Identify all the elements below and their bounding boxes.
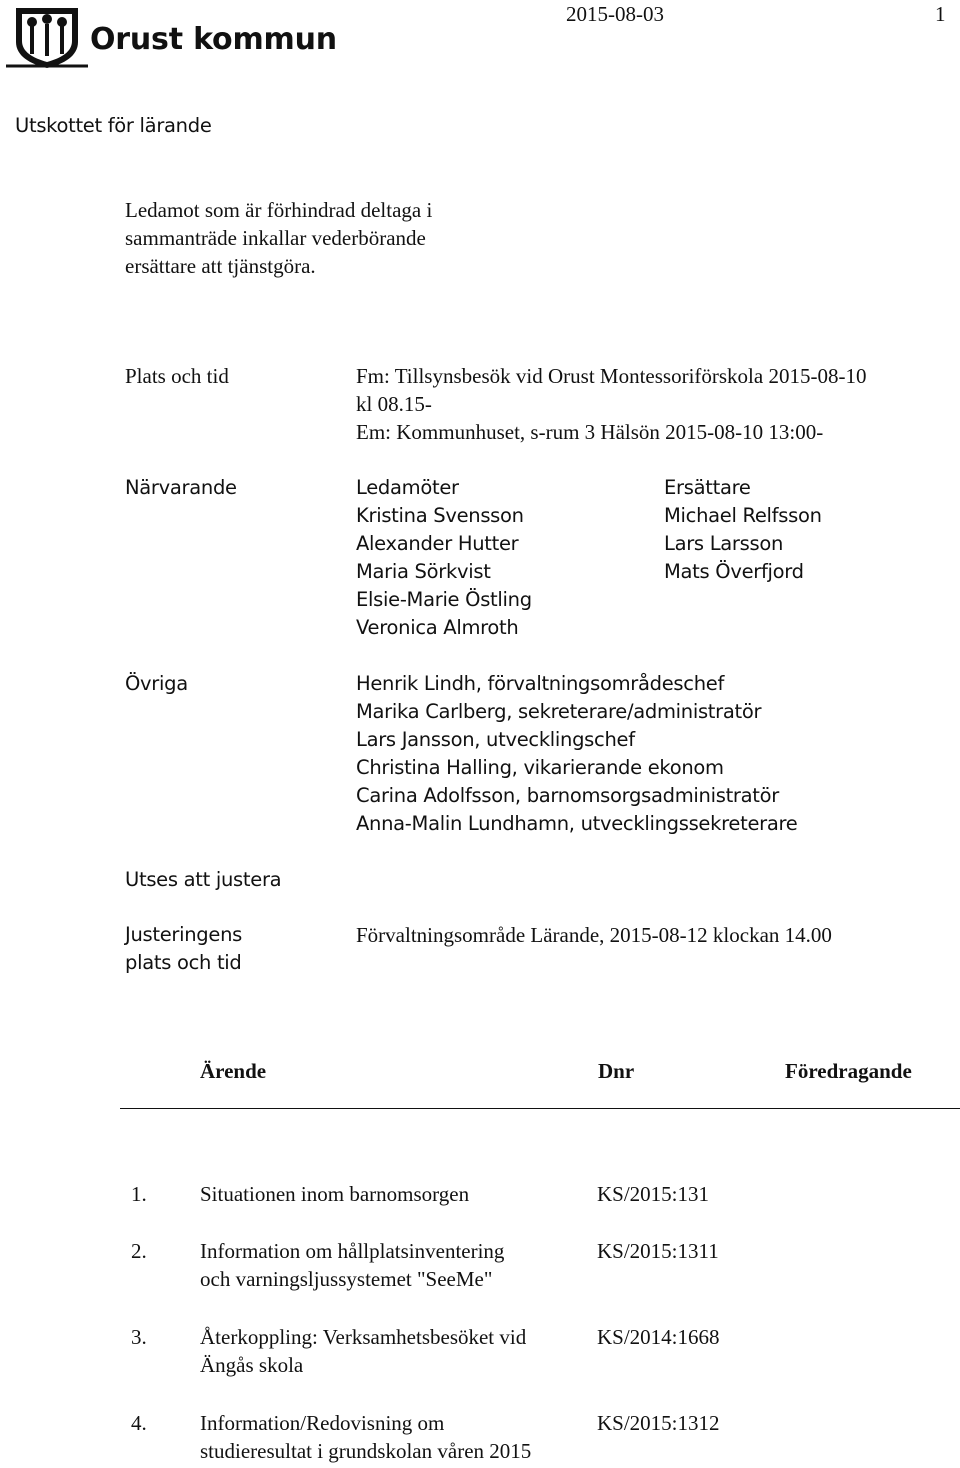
present-label: Närvarande [125, 476, 237, 499]
member-name: Alexander Hutter [356, 532, 519, 555]
document-date: 2015-08-03 [566, 2, 664, 26]
others-label: Övriga [125, 672, 188, 695]
agenda-item-title: Situationen inom barnomsorgen [200, 1182, 470, 1206]
coat-of-arms-icon [6, 4, 88, 70]
place-time-line: Fm: Tillsynsbesök vid Orust Montessoriförskola 2015-08-10 [356, 364, 867, 388]
members-heading: Ledamöter [356, 476, 459, 499]
member-name: Maria Sörkvist [356, 560, 491, 583]
member-name: Veronica Almroth [356, 616, 519, 639]
adjust-place-label: Justeringens [125, 923, 242, 946]
agenda-item-dnr: KS/2014:1668 [597, 1325, 720, 1349]
substitutes-heading: Ersättare [664, 476, 751, 499]
agenda-header-rule [120, 1108, 960, 1109]
agenda-col-dnr: Dnr [598, 1059, 635, 1083]
adjust-place-value: Förvaltningsområde Lärande, 2015-08-12 klockan 14.00 [356, 923, 832, 947]
notice-line: Ledamot som är förhindrad deltaga i [125, 198, 433, 222]
place-time-label: Plats och tid [125, 364, 229, 388]
member-name: Elsie-Marie Östling [356, 588, 532, 611]
agenda-item-title: Återkoppling: Verksamhetsbesöket vid [200, 1325, 527, 1349]
agenda-item-number: 1. [131, 1182, 147, 1206]
agenda-item-title: studieresultat i grundskolan våren 2015 [200, 1439, 532, 1463]
other-person: Marika Carlberg, sekreterare/administratör [356, 700, 762, 723]
other-person: Anna-Malin Lundhamn, utvecklingssekreterare [356, 812, 798, 835]
place-time-line: kl 08.15- [356, 392, 432, 416]
committee-name: Utskottet för lärande [15, 114, 212, 137]
agenda-item-number: 3. [131, 1325, 147, 1349]
other-person: Lars Jansson, utvecklingschef [356, 728, 635, 751]
agenda-item-title: Information/Redovisning om [200, 1411, 445, 1435]
substitute-name: Mats Överfjord [664, 560, 804, 583]
other-person: Carina Adolfsson, barnomsorgsadministratör [356, 784, 779, 807]
agenda-item-title: Ängås skola [200, 1353, 304, 1377]
notice-line: sammanträde inkallar vederbörande [125, 226, 426, 250]
other-person: Henrik Lindh, förvaltningsområdeschef [356, 672, 725, 695]
agenda-item-number: 4. [131, 1411, 147, 1435]
agenda-item-dnr: KS/2015:1312 [597, 1411, 720, 1435]
agenda-col-presenter: Föredragande [785, 1059, 912, 1083]
other-person: Christina Halling, vikarierande ekonom [356, 756, 724, 779]
org-logo [6, 4, 96, 70]
substitute-name: Lars Larsson [664, 532, 784, 555]
member-name: Kristina Svensson [356, 504, 524, 527]
agenda-col-matter: Ärende [200, 1059, 267, 1083]
org-name: Orust kommun [90, 22, 337, 57]
agenda-item-title: Information om hållplatsinventering [200, 1239, 505, 1263]
agenda-item-dnr: KS/2015:131 [597, 1182, 710, 1206]
notice-line: ersättare att tjänstgöra. [125, 254, 316, 278]
adjust-place-label: plats och tid [125, 951, 242, 974]
agenda-item-dnr: KS/2015:1311 [597, 1239, 719, 1263]
adjust-label: Utses att justera [125, 868, 282, 891]
agenda-item-title: och varningsljussystemet "SeeMe" [200, 1267, 493, 1291]
substitute-name: Michael Relfsson [664, 504, 822, 527]
place-time-line: Em: Kommunhuset, s-rum 3 Hälsön 2015-08-10 13:00- [356, 420, 824, 444]
agenda-item-number: 2. [131, 1239, 147, 1263]
page-number: 1 [935, 2, 946, 26]
